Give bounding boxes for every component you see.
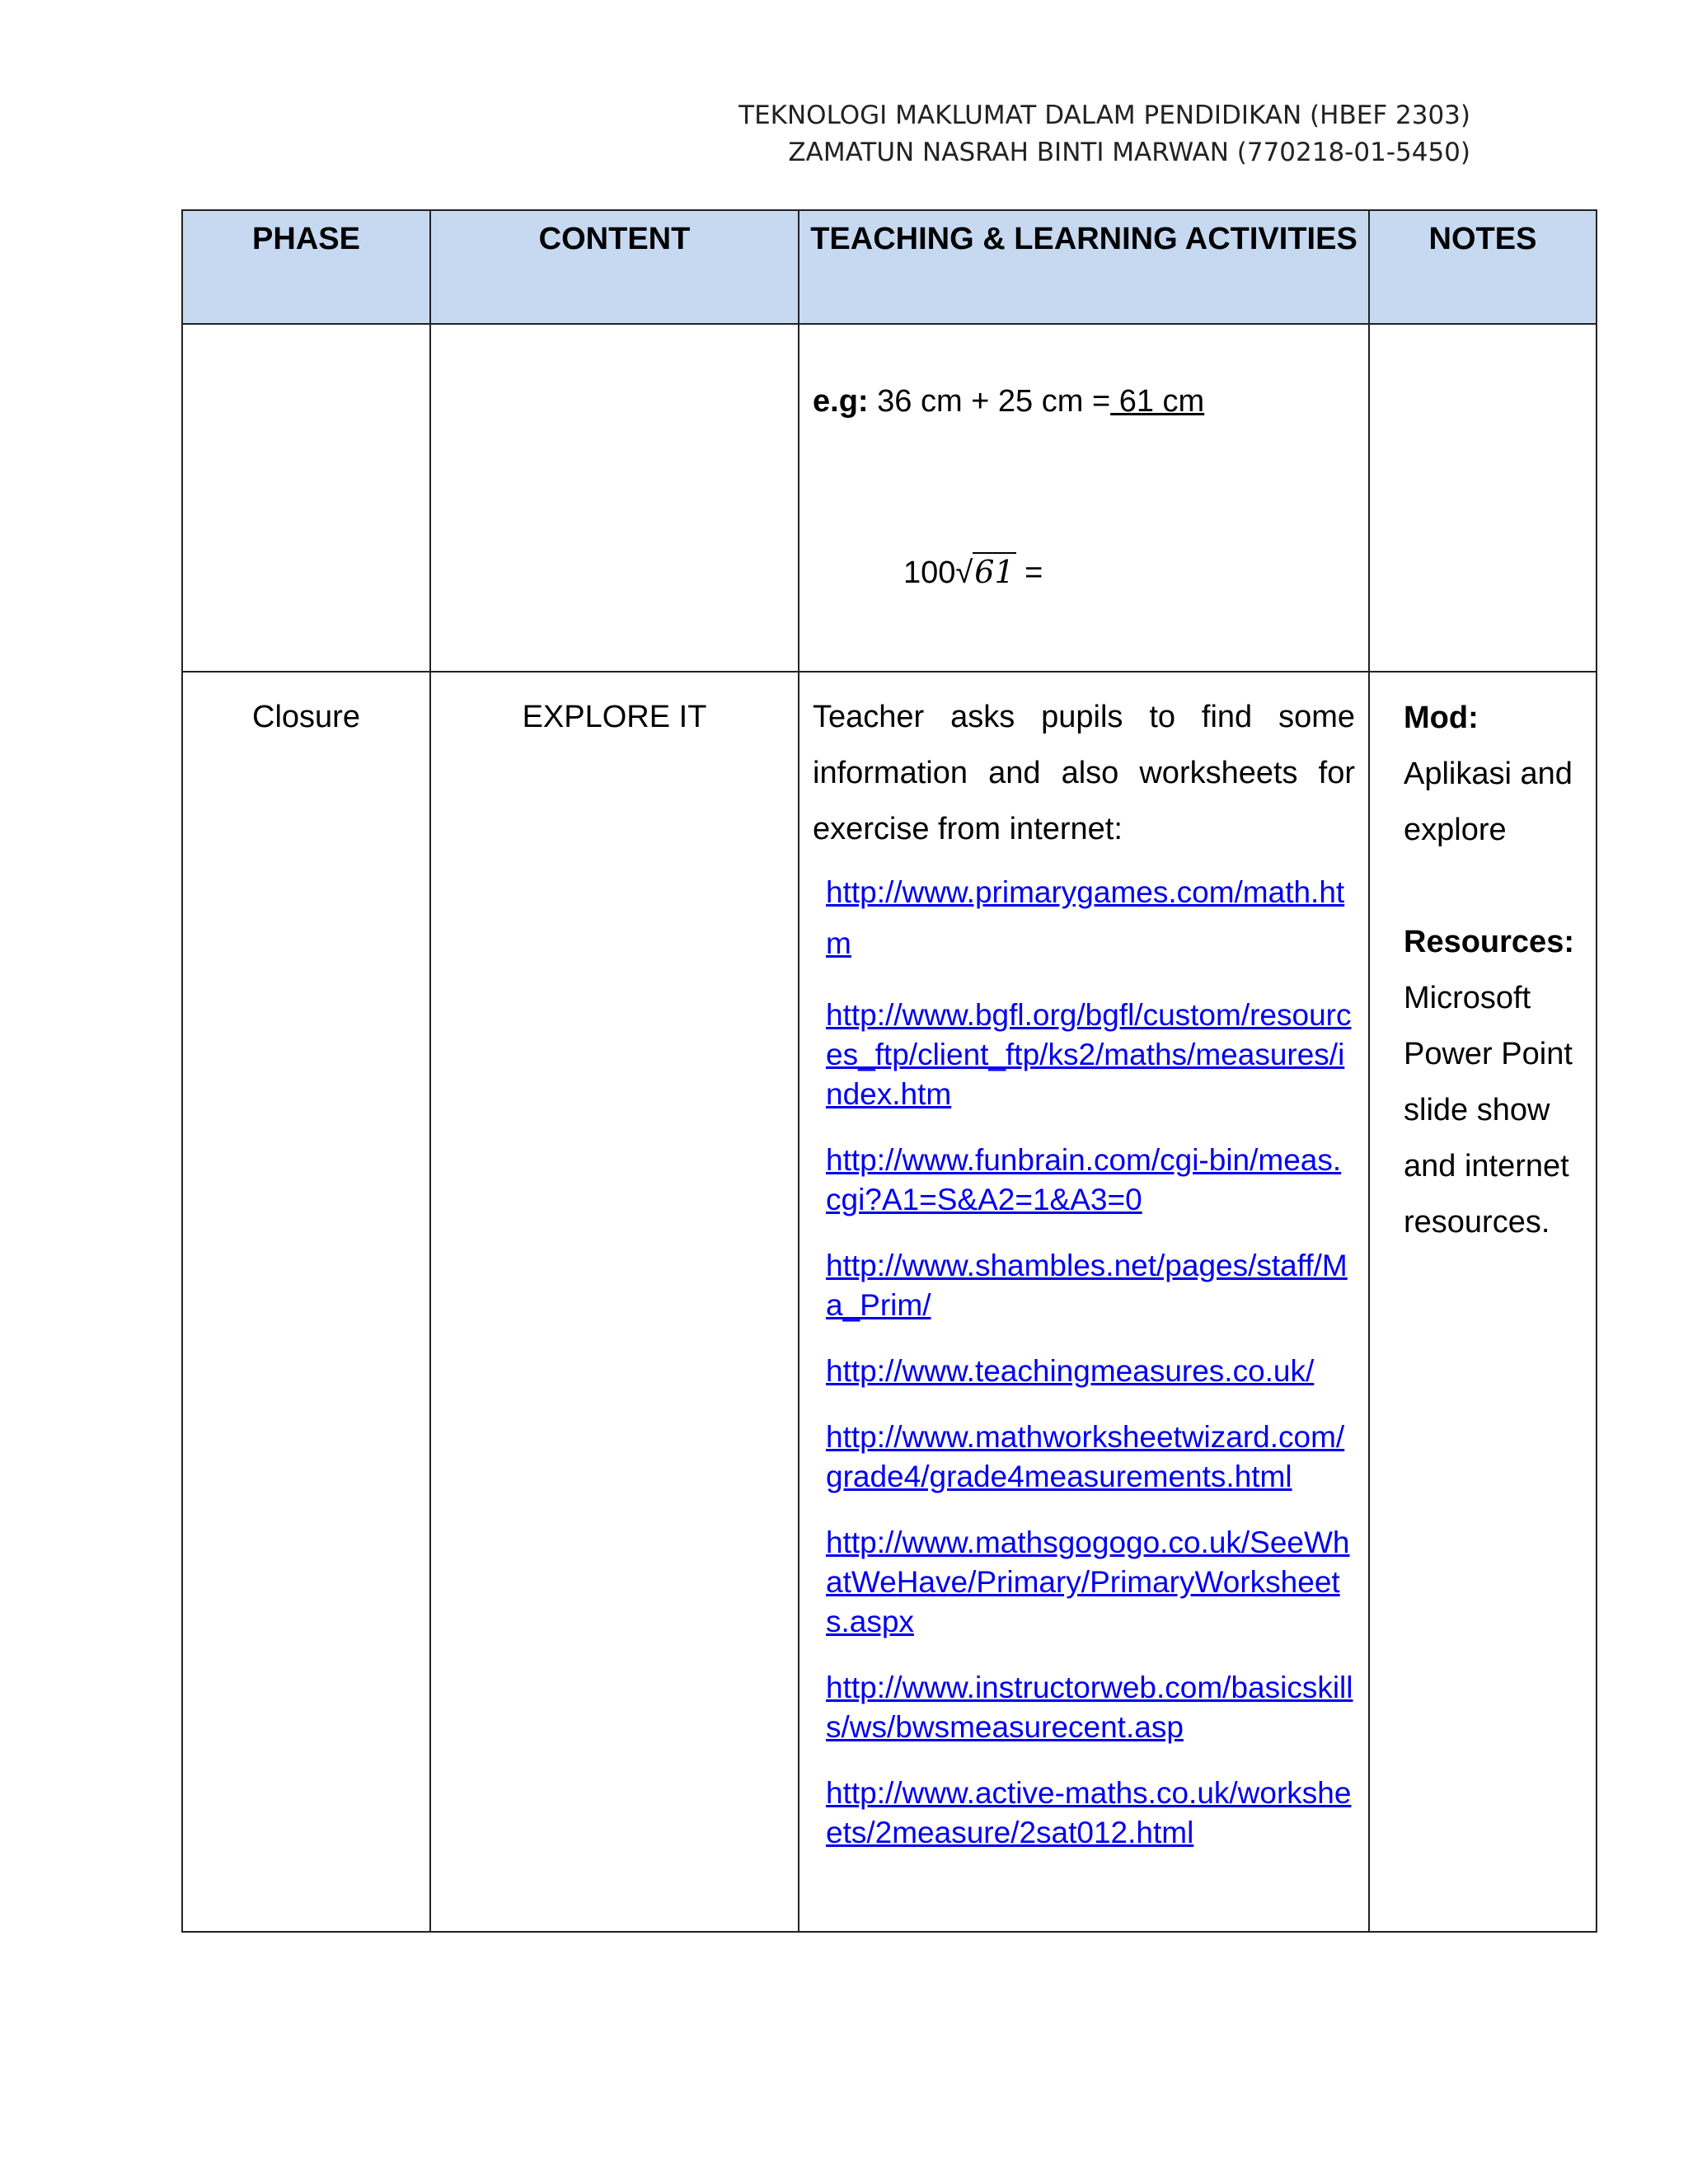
- resource-link[interactable]: http://www.teachingmeasures.co.uk/: [826, 1354, 1315, 1388]
- radicand: 61: [974, 554, 1015, 590]
- phase-cell: [182, 324, 430, 672]
- resource-link-list: [826, 867, 1355, 1853]
- notes-block: [1371, 690, 1595, 1250]
- table-row: [182, 672, 1597, 1932]
- author-name: ZAMATUN NASRAH BINTI MARWAN (770218-01-5450): [788, 138, 1470, 167]
- radical-symbol: √: [955, 555, 973, 590]
- activities-cell: [799, 324, 1369, 672]
- table-row: [182, 324, 1597, 672]
- notes-cell: [1369, 324, 1597, 672]
- resources-text: Microsoft Power Point slide show and internet resources.: [1404, 981, 1573, 1240]
- table-header-row: [182, 210, 1597, 324]
- header-content: CONTENT: [430, 210, 799, 324]
- list-item: [826, 1774, 1355, 1853]
- phase-cell: Closure: [182, 672, 430, 1932]
- equals-sign: =: [1015, 555, 1043, 590]
- document-header: [738, 97, 1470, 171]
- list-item: [826, 867, 1355, 969]
- example-line: [813, 381, 1355, 422]
- resource-link[interactable]: http://www.bgfl.org/bgfl/custom/resources_ftp/client_ftp/ks2/maths/measures/index.htm: [826, 998, 1352, 1111]
- course-title: TEKNOLOGI MAKLUMAT DALAM PENDIDIKAN (HBEF 2303): [738, 101, 1470, 130]
- resource-link[interactable]: http://www.active-maths.co.uk/worksheets/2measure/2sat012.html: [826, 1776, 1352, 1849]
- resource-link[interactable]: http://www.shambles.net/pages/staff/Ma_Prim/: [826, 1249, 1348, 1322]
- resource-link[interactable]: http://www.instructorweb.com/basicskills/ws/bwsmeasurecent.asp: [826, 1671, 1353, 1744]
- content-cell: EXPLORE IT: [430, 672, 799, 1932]
- mod-label: Mod:: [1404, 701, 1479, 735]
- example-label: e.g:: [813, 384, 869, 419]
- example-answer: 61 cm: [1110, 384, 1205, 419]
- dividend-prefix: 100: [903, 555, 956, 590]
- lesson-plan-table: [181, 209, 1597, 1933]
- list-item: [826, 1352, 1355, 1391]
- list-item: [826, 1523, 1355, 1642]
- activities-cell: [799, 672, 1369, 1932]
- header-phase: PHASE: [182, 210, 430, 324]
- activity-text: Teacher asks pupils to find some information and also worksheets for exercise from internet:: [813, 700, 1355, 846]
- notes-cell: [1369, 672, 1597, 1932]
- example-expression: 36 cm + 25 cm =: [868, 384, 1111, 419]
- list-item: [826, 1141, 1355, 1220]
- header-notes: NOTES: [1369, 210, 1597, 324]
- list-item: [826, 1668, 1355, 1747]
- content-cell: [430, 324, 799, 672]
- list-item: [826, 996, 1355, 1114]
- resource-link[interactable]: http://www.mathworksheetwizard.com/grade4/grade4measurements.html: [826, 1420, 1345, 1493]
- resource-link[interactable]: http://www.primarygames.com/math.htm: [826, 875, 1345, 960]
- list-item: [826, 1246, 1355, 1325]
- resource-link[interactable]: http://www.mathsgogogo.co.uk/SeeWhatWeHave/Primary/PrimaryWorksheets.aspx: [826, 1526, 1350, 1638]
- division-expression: [903, 554, 1355, 591]
- mod-text: Aplikasi and explore: [1404, 757, 1573, 847]
- list-item: [826, 1418, 1355, 1497]
- resource-link[interactable]: http://www.funbrain.com/cgi-bin/meas.cgi?A1=S&A2=1&A3=0: [826, 1143, 1342, 1216]
- resources-label: Resources:: [1404, 925, 1574, 959]
- header-activities: TEACHING & LEARNING ACTIVITIES: [799, 210, 1369, 324]
